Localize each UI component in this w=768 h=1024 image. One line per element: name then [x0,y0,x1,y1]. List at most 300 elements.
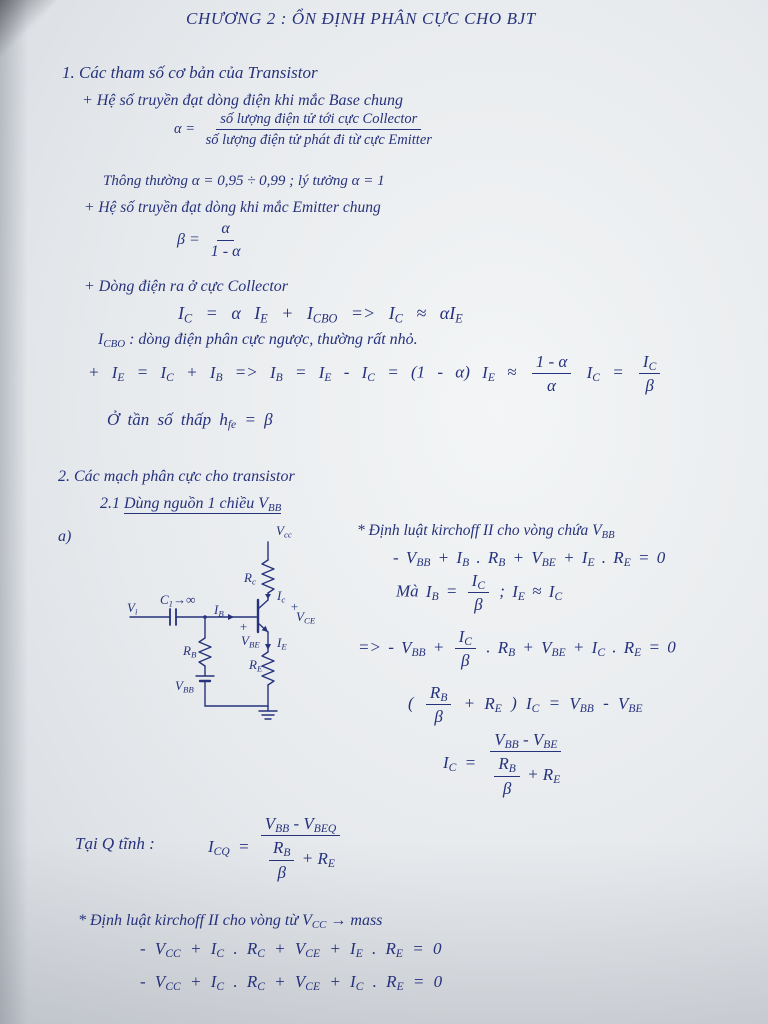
symbol-base: R [246,972,258,991]
math-symbol [487,548,506,570]
fraction-numerator [261,813,341,836]
ib-label [214,602,224,619]
symbol-base: R [246,939,258,958]
math-text: - [393,548,406,567]
symbol-subscript: C [554,589,563,603]
math-text: + [173,362,210,382]
math-text: . [362,939,386,958]
symbol-subscript: C [257,947,265,961]
symbol-base: V [531,548,542,567]
symbol-subscript: E [256,663,263,674]
math-text: + [425,637,452,657]
fraction-denominator [499,777,515,799]
math-text: - [289,814,304,833]
kvl-vbb-equation-2 [358,626,676,672]
math-symbol [443,752,457,775]
vi-label [127,600,138,617]
fraction [207,219,245,262]
symbol-subscript: c [281,594,286,605]
beta-intro: + Hệ số truyền đạt dòng khi mắc Emitter chung [84,199,381,216]
math-symbol [471,571,486,593]
subsection-title [124,495,281,514]
chapter-title: CHƯƠNG 2 : ỔN ĐỊNH PHÂN CỰC CHO BJT [186,9,536,28]
kvl-vbb-equation-3 [408,682,643,728]
math-text: ; [492,581,513,601]
math-text: - [140,939,155,958]
symbol-base: I [458,627,465,646]
math-symbol [456,548,470,570]
symbol-subscript: BE [628,701,643,715]
math-text: α [547,376,556,396]
hfe-note [107,410,273,430]
math-text: = [282,362,319,382]
symbol-subscript: BB [267,502,282,515]
symbol-subscript: fe [227,418,237,432]
symbol-subscript: BB [579,701,594,715]
math-symbol [277,588,285,603]
math-text: β [277,862,286,882]
symbol-base: R [498,754,509,774]
symbol-subscript: B [462,556,470,570]
math-text: + [267,303,307,323]
math-text: ≈ [494,362,529,382]
symbol-base: I [270,362,276,382]
math-text: = 0 [402,939,442,958]
symbol-subscript: C [464,635,472,649]
symbol-subscript: BB [416,556,431,570]
symbol-subscript: E [260,311,268,326]
symbol-subscript: BE [543,738,558,752]
fraction-denominator [457,649,473,671]
c1-label [160,592,196,609]
math-symbol [494,730,519,752]
math-symbol [317,848,335,871]
symbol-base: R [317,848,328,868]
fraction [261,813,341,883]
math-symbol [542,764,561,787]
symbol-subscript: BB [182,684,194,695]
symbol-base: V [541,637,552,657]
fraction [269,837,294,883]
fraction [202,110,436,149]
symbol-base: V [401,637,412,657]
symbol-base: I [591,637,598,657]
symbol-subscript: CC [165,980,181,994]
symbol-subscript: C [367,370,375,384]
vbb-battery [196,676,214,681]
math-text: + [297,848,318,868]
math-symbol [498,754,516,776]
math-symbol [581,548,595,570]
math-text: α [221,220,230,237]
math-text: - [518,730,533,749]
symbol-base: V [276,523,284,538]
symbol-base: V [592,522,602,539]
fraction-numerator [269,837,294,860]
symbol-base: I [160,362,167,382]
symbol-subscript: cc [283,529,292,540]
math-text: : dòng điện phân cực ngược, thường rất nhỏ. [125,331,418,348]
symbol-subscript: B [508,762,516,776]
math-symbol [613,548,631,570]
symbol-base: R [244,570,252,585]
part-a-label: a) [58,528,72,545]
vce-plus-sign: + [290,599,299,614]
math-text: β [461,651,470,671]
math-symbol [294,972,321,994]
math-text: = β [236,410,273,429]
symbol-subscript: E [395,947,403,961]
math-symbol [277,635,287,650]
symbol-subscript: CE [303,615,316,626]
symbol-base: I [208,836,214,856]
symbol-base: I [471,571,478,590]
math-text: + [264,939,295,958]
symbol-subscript: E [623,556,631,570]
fraction-denominator [641,374,657,396]
math-symbol [541,638,566,657]
math-text: Mà [396,581,426,601]
vce-label [296,609,316,626]
symbol-subscript: CE [305,980,321,994]
math-text: = (1 - α) [375,362,483,382]
math-symbol [294,939,321,961]
math-symbol [270,363,283,382]
symbol-base: R [623,637,635,657]
vcc-label [276,523,292,540]
symbol-base: I [512,581,518,601]
ic-label [277,588,286,605]
math-text: . [363,972,387,991]
symbol-base: V [154,972,166,991]
symbol-subscript: BEQ [313,822,337,836]
symbol-base: C [160,592,169,607]
math-text: + [180,972,211,991]
fraction [494,753,519,799]
math-text: Ở tần số thấp [107,410,220,429]
fraction-denominator [487,752,564,799]
collector-lead [258,600,268,609]
symbol-subscript: E [517,589,525,603]
math-symbol [549,582,562,601]
ib-ie-relation [396,570,562,616]
fraction-denominator [262,836,339,883]
math-symbol [276,523,292,538]
icbo-note [98,330,418,349]
math-text: + [264,972,295,991]
math-symbol [449,303,463,326]
fraction-numerator [639,351,660,374]
symbol-base: V [618,693,629,713]
math-symbol [246,939,265,961]
symbol-subscript: BB [275,822,290,836]
symbol-subscript: BB [601,529,615,541]
symbol-base: V [127,600,135,615]
math-symbol [127,600,137,615]
math-text: = [124,362,161,382]
bias-circuit-diagram [110,518,320,728]
math-text: = [229,836,258,856]
math-text: * Định luật kirchoff II cho vòng từ [78,912,303,929]
math-symbol [210,363,223,382]
math-text: = 0 [641,637,676,657]
collector-resistor [262,560,274,593]
math-symbol [385,939,403,961]
math-text: + [320,972,351,991]
subsection-2-1 [100,494,281,513]
symbol-subscript: B [431,589,439,603]
rb-label [183,643,197,660]
symbol-subscript: C [257,980,265,994]
math-symbol [244,570,256,585]
math-symbol [183,643,196,658]
symbol-base: V [175,678,183,693]
symbol-subscript: C [355,980,364,994]
math-symbol [569,694,594,713]
math-symbol [241,633,260,648]
symbol-base: I [525,693,532,713]
math-symbol [426,582,439,601]
symbol-base: I [586,362,593,382]
math-symbol [350,939,363,961]
symbol-base: I [425,581,432,601]
symbol-base: V [494,730,505,749]
math-text: + [454,693,485,713]
symbol-subscript: CC [311,919,327,932]
math-text: => - [358,637,402,657]
math-symbol [512,582,525,601]
math-symbol [273,838,291,860]
symbol-base: I [209,362,216,382]
math-symbol [482,363,495,382]
math-text: = [539,693,570,713]
symbol-subscript: C [216,980,225,994]
math-text: β [502,778,512,798]
math-text: 1 - α [535,352,568,371]
math-symbol [210,939,225,961]
section-1-heading: 1. Các tham số cơ bản của Transistor [62,63,318,82]
symbol-base: V [405,548,417,567]
symbol-base: I [318,362,325,382]
math-text: + [555,548,582,567]
symbol-base: R [273,838,284,858]
symbol-subscript: E [396,980,404,994]
math-text: ≈ [524,581,549,601]
symbol-subscript: C [216,947,225,961]
math-symbol [154,972,181,994]
math-symbol [526,694,539,713]
symbol-base: R [497,637,509,657]
ic-equation [178,303,463,325]
fraction-numerator [217,219,233,241]
alpha-definition [174,110,439,149]
fraction-denominator [430,705,446,727]
math-symbol [362,363,375,382]
kvl-vcc-equation-1 [140,939,441,959]
symbol-base: V [294,972,306,991]
kvl-vcc-equation-2 [140,972,442,992]
math-symbol [210,972,225,994]
ic-intro: + Dòng điện ra ở cực Collector [84,278,289,295]
fraction-numerator [468,570,489,593]
symbol-base: I [178,303,184,323]
symbol-base: I [350,939,356,958]
symbol-subscript: E [634,645,642,659]
symbol-base: I [642,352,649,371]
symbol-subscript: CBO [312,311,338,326]
symbol-subscript: E [281,641,287,652]
math-text: = 0 [630,548,666,567]
symbol-base: R [487,548,499,567]
symbol-base: I [388,303,395,323]
symbol-subscript: E [117,370,125,384]
math-symbol [592,522,614,539]
symbol-subscript: C [394,311,403,326]
symbol-subscript: C [448,761,457,775]
math-symbol [112,363,125,382]
base-resistor [199,638,211,666]
math-text: . [224,972,247,991]
symbol-base: V [302,912,312,929]
symbol-subscript: E [324,370,332,384]
symbol-base: R [484,693,495,713]
symbol-subscript: E [487,370,495,384]
ic-solution [443,729,567,799]
alpha-typical-values: Thông thường α = 0,95 ÷ 0,99 ; lý tưởng α = 1 [103,173,385,189]
math-symbol [258,495,282,515]
symbol-subscript: B [440,691,448,705]
math-symbol [458,627,472,649]
symbol-subscript: BE [551,645,566,659]
symbol-base: I [277,635,282,650]
symbol-subscript: c [251,576,256,587]
math-symbol [254,303,268,326]
symbol-base: h [219,410,228,429]
ie-arrow [265,644,271,650]
math-text: số lượng điện tử phát đi từ cực Emitter [205,132,432,149]
symbol-base: I [443,752,449,772]
fraction-numerator [494,753,519,776]
alpha-intro: + Hệ số truyền đạt dòng điện khi mắc Base chung [82,92,403,109]
symbol-base: I [482,362,488,382]
symbol-base: I [254,303,261,323]
ic-arrow [265,594,271,599]
ib-arrow [228,614,234,620]
symbol-subscript: BB [411,645,426,659]
math-text: * Định luật kirchoff II cho vòng chứa [357,522,593,539]
symbol-subscript: E [327,857,335,871]
math-symbol [302,912,327,932]
symbol-base: I [210,972,217,991]
math-text: + [180,939,211,958]
symbol-subscript: BE [248,639,260,650]
math-text: + [88,362,112,382]
math-text: + [505,548,532,567]
symbol-subscript: BE [541,556,556,570]
symbol-subscript: E [587,556,595,570]
math-symbol [160,592,173,607]
math-symbol [160,363,173,382]
math-symbol [98,331,126,351]
math-symbol [175,678,194,693]
math-symbol [642,352,657,374]
ground-symbol [259,706,277,719]
math-text: Dùng nguồn 1 chiều [124,495,259,512]
math-text [574,363,586,382]
symbol-base: V [569,693,580,713]
math-symbol [531,548,556,570]
symbol-subscript: CBO [103,338,126,351]
math-text: ( [408,693,423,713]
fraction-denominator [543,374,560,396]
fraction [468,570,489,616]
math-text: => [337,303,389,323]
subsection-number: 2.1 [100,495,120,512]
symbol-subscript: i [134,606,138,617]
math-text: →∞ [173,592,196,607]
symbol-base: V [264,814,276,833]
symbol-subscript: B [283,846,291,860]
symbol-subscript: B [190,649,197,660]
symbol-subscript: C [592,370,600,384]
math-text: β = [177,231,204,249]
math-symbol [249,657,262,672]
symbol-base: R [542,764,554,784]
symbol-subscript: E [553,773,561,787]
fraction-numerator [490,729,561,752]
math-text: số lượng điện tử tới cực Collector [220,111,418,127]
beta-definition [177,219,248,262]
symbol-base: V [294,939,306,958]
fraction [639,351,660,397]
re-label [249,657,263,674]
math-text: + [565,637,592,657]
math-symbol [405,548,431,570]
symbol-subscript: CC [165,947,181,961]
symbol-base: R [183,643,191,658]
symbol-base: R [386,972,397,991]
symbol-subscript: C [531,701,540,715]
math-text: = α [192,303,255,323]
symbol-subscript: BB [504,738,519,752]
coupling-capacitor [170,609,176,625]
section-2-heading: 2. Các mạch phân cực cho transistor [58,468,295,485]
symbol-base: V [303,814,314,833]
fraction [426,682,451,728]
symbol-subscript: E [494,701,502,715]
symbol-base: R [249,657,257,672]
symbol-subscript: CE [305,947,321,961]
ie-equation [88,351,663,397]
math-text: + [522,764,543,784]
math-symbol [618,694,643,713]
math-symbol [319,363,332,382]
kvl-vcc-title [78,911,382,930]
math-symbol [401,638,426,657]
math-symbol [219,410,237,432]
math-symbol [306,303,338,326]
symbol-base: I [350,972,356,991]
math-text: + [515,637,542,657]
math-text: = [599,362,636,382]
symbol-base: I [361,362,368,382]
math-text: 1 - α [210,243,241,260]
math-text: = [456,752,485,772]
emitter-resistor [262,652,274,685]
math-text: - [593,693,619,713]
math-symbol [592,638,605,657]
vbe-plus-sign: + [239,619,248,634]
